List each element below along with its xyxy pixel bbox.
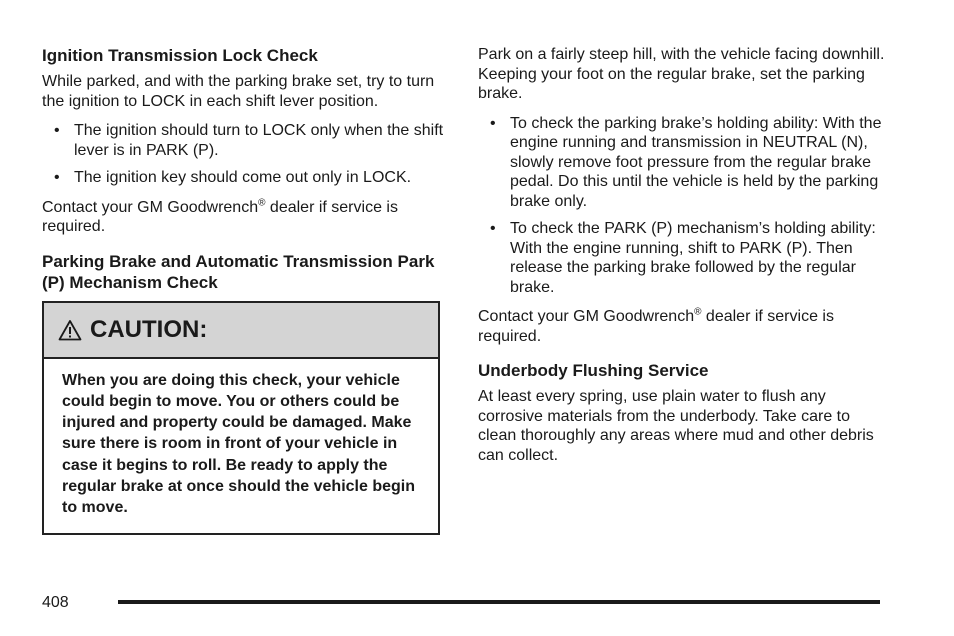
paragraph-underbody-flushing: At least every spring, use plain water to flush any corrosive materials from the underbody. Take care to clean thoroughly any areas where mud and other debris can collect.	[478, 388, 874, 464]
page-number: 408	[42, 594, 69, 611]
footer-divider	[118, 600, 880, 604]
paragraph-ignition-intro: While parked, and with the parking brake set, try to turn the ignition to LOCK in each shift lever position.	[42, 73, 435, 110]
right-column	[478, 45, 886, 475]
heading-parking-brake-check: Parking Brake and Automatic Transmission Park (P) Mechanism Check	[42, 251, 435, 292]
list-item: • The ignition key should come out only in LOCK.	[54, 169, 412, 186]
caution-header	[44, 303, 438, 359]
caution-label: CAUTION:	[90, 315, 208, 343]
heading-ignition-lock-check: Ignition Transmission Lock Check	[42, 46, 318, 65]
bullet-icon: •	[54, 169, 60, 186]
caution-box	[42, 301, 440, 535]
list-item: • The ignition should turn to LOCK only when the shift lever is in PARK (P).	[54, 122, 444, 159]
bullet-icon: •	[490, 220, 496, 237]
heading-underbody-flushing: Underbody Flushing Service	[478, 361, 709, 380]
warning-triangle-icon	[58, 319, 82, 341]
list-item: • To check the parking brake’s holding ability: With the engine running and transmission in NEUTRAL (N), slowly remove foot pressure from the regular brake pedal. Do this until the vehicle is held by the parking brake only.	[490, 114, 882, 210]
paragraph-contact-dealer: Contact your GM Goodwrench® dealer if service is required.	[42, 197, 398, 235]
paragraph-park-on-hill: Park on a fairly steep hill, with the vehicle facing downhill. Keeping your foot on the regular brake, set the parking brake.	[478, 46, 885, 102]
left-column	[42, 45, 444, 535]
bullet-icon: •	[54, 122, 60, 139]
paragraph-contact-dealer: Contact your GM Goodwrench® dealer if service is required.	[478, 306, 834, 345]
list-item: • To check the PARK (P) mechanism’s holding ability: With the engine running, shift to PARK (P). Then release the parking brake followed by the regular brake.	[490, 220, 876, 296]
caution-text: When you are doing this check, your vehicle could begin to move. You or others could be injured and property could be damaged. Make sure there is room in front of your vehicle in case it begins to roll. Be ready to apply the regular brake at once should the vehicle begin to move.	[62, 371, 415, 517]
bullet-icon: •	[490, 114, 496, 132]
parking-brake-bullet-list	[478, 114, 886, 298]
ignition-bullet-list	[42, 121, 444, 188]
